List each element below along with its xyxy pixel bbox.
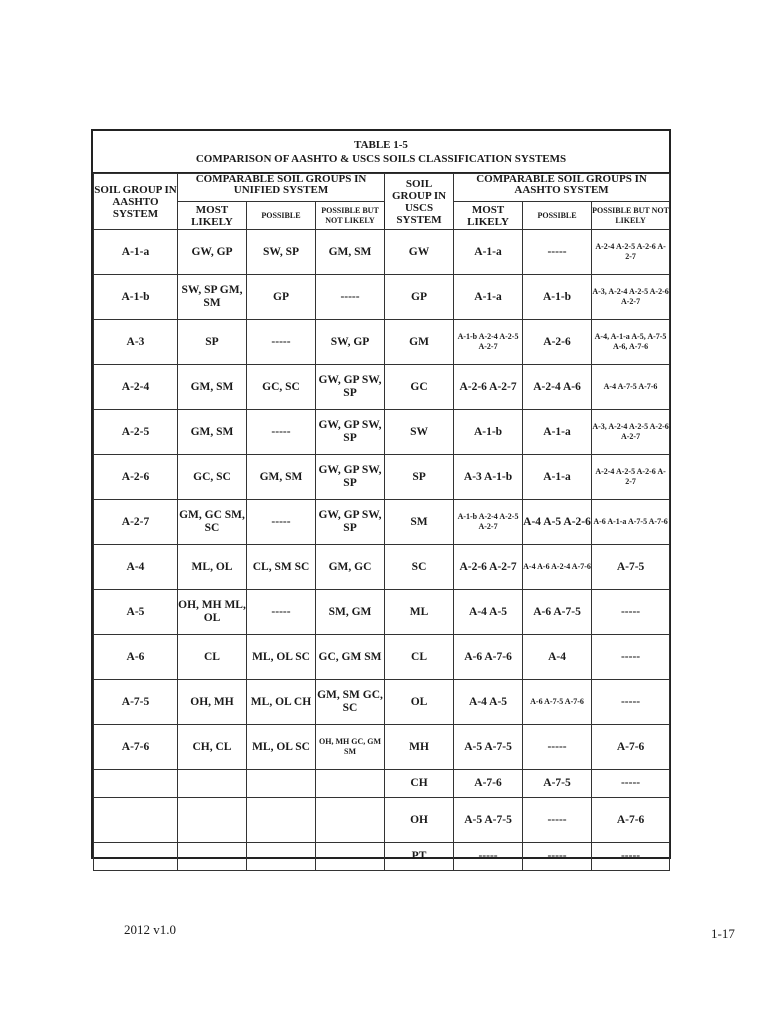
cell-aashto-possible-not-likely: A-7-6 (592, 725, 670, 770)
cell-aashto-possible: ----- (523, 725, 592, 770)
cell-aashto-most-likely: A-5 A-7-5 (454, 725, 523, 770)
cell-aashto-group (94, 798, 178, 843)
table-row (94, 590, 670, 635)
header-comparable-aashto: COMPARABLE SOIL GROUPS IN AASHTO SYSTEM (454, 174, 670, 202)
cell-unified-possible: GC, SC (247, 365, 316, 410)
cell-unified-possible-not-likely: GW, GP SW, SP (316, 500, 385, 545)
cell-unified-possible: ----- (247, 410, 316, 455)
cell-aashto-group: A-5 (94, 590, 178, 635)
cell-unified-possible-not-likely: OH, MH GC, GM SM (316, 725, 385, 770)
cell-aashto-possible: A-1-b (523, 275, 592, 320)
cell-aashto-possible: A-4 A-6 A-2-4 A-7-6 (523, 545, 592, 590)
table-row (94, 725, 670, 770)
table-title: COMPARISON OF AASHTO & USCS SOILS CLASSIFICATION SYSTEMS (195, 153, 567, 165)
cell-unified-possible: GM, SM (247, 455, 316, 500)
header-aashto-group: SOIL GROUP IN AASHTO SYSTEM (94, 174, 178, 230)
cell-unified-possible-not-likely (316, 770, 385, 798)
cell-aashto-possible: ----- (523, 843, 592, 871)
cell-aashto-group: A-1-a (94, 230, 178, 275)
cell-unified-possible-not-likely: GM, SM (316, 230, 385, 275)
cell-unified-possible-not-likely: GM, SM GC, SC (316, 680, 385, 725)
cell-aashto-group: A-3 (94, 320, 178, 365)
table-row (94, 770, 670, 798)
cell-unified-possible: ----- (247, 320, 316, 365)
cell-aashto-possible: A-6 A-7-5 A-7-6 (523, 680, 592, 725)
cell-unified-possible: ----- (247, 500, 316, 545)
cell-uscs-group: SC (385, 545, 454, 590)
cell-aashto-group: A-7-5 (94, 680, 178, 725)
header-most-likely: MOST LIKELY (178, 202, 247, 230)
cell-unified-most-likely (178, 770, 247, 798)
cell-aashto-possible: A-1-a (523, 455, 592, 500)
cell-uscs-group: SM (385, 500, 454, 545)
cell-unified-possible (247, 770, 316, 798)
table-row (94, 680, 670, 725)
cell-unified-possible-not-likely (316, 798, 385, 843)
cell-uscs-group: SP (385, 455, 454, 500)
cell-aashto-possible-not-likely: A-2-4 A-2-5 A-2-6 A-2-7 (592, 230, 670, 275)
cell-unified-most-likely (178, 843, 247, 871)
cell-uscs-group: ML (385, 590, 454, 635)
table-row (94, 545, 670, 590)
cell-uscs-group: CL (385, 635, 454, 680)
header-uscs-group: SOIL GROUP IN USCS SYSTEM (385, 174, 454, 230)
header-comparable-unified: COMPARABLE SOIL GROUPS IN UNIFIED SYSTEM (178, 174, 385, 202)
cell-aashto-possible-not-likely: A-2-4 A-2-5 A-2-6 A-2-7 (592, 455, 670, 500)
cell-unified-most-likely: OH, MH (178, 680, 247, 725)
cell-unified-possible: ----- (247, 590, 316, 635)
cell-unified-possible-not-likely: GM, GC (316, 545, 385, 590)
footer-page-number: 1-17 (711, 926, 735, 941)
cell-unified-possible: ML, OL SC (247, 725, 316, 770)
cell-aashto-possible-not-likely: A-4 A-7-5 A-7-6 (592, 365, 670, 410)
cell-aashto-possible-not-likely: A-6 A-1-a A-7-5 A-7-6 (592, 500, 670, 545)
cell-aashto-most-likely: ----- (454, 843, 523, 871)
cell-unified-most-likely: GC, SC (178, 455, 247, 500)
cell-unified-most-likely (178, 798, 247, 843)
cell-uscs-group: GC (385, 365, 454, 410)
cell-aashto-possible-not-likely: ----- (592, 680, 670, 725)
header-possible-r: POSSIBLE (523, 202, 592, 230)
cell-aashto-most-likely: A-2-6 A-2-7 (454, 545, 523, 590)
cell-unified-possible: GP (247, 275, 316, 320)
cell-aashto-possible-not-likely: A-3, A-2-4 A-2-5 A-2-6 A-2-7 (592, 410, 670, 455)
cell-aashto-possible: ----- (523, 230, 592, 275)
cell-aashto-possible: ----- (523, 798, 592, 843)
table-row (94, 798, 670, 843)
cell-unified-possible: ML, OL CH (247, 680, 316, 725)
cell-aashto-most-likely: A-1-b A-2-4 A-2-5 A-2-7 (454, 500, 523, 545)
cell-aashto-possible-not-likely: ----- (592, 843, 670, 871)
table-row (94, 275, 670, 320)
cell-aashto-group (94, 770, 178, 798)
cell-aashto-group (94, 843, 178, 871)
cell-aashto-group: A-2-6 (94, 455, 178, 500)
classification-table (93, 173, 670, 871)
header-possible: POSSIBLE (247, 202, 316, 230)
cell-unified-possible: ML, OL SC (247, 635, 316, 680)
cell-aashto-possible: A-4 A-5 A-2-6 (523, 500, 592, 545)
table-title-block (93, 131, 669, 173)
footer-version: 2012 v1.0 (124, 922, 176, 937)
header-row-top (94, 174, 670, 202)
cell-uscs-group: CH (385, 770, 454, 798)
cell-aashto-possible-not-likely: ----- (592, 770, 670, 798)
cell-unified-most-likely: GM, GC SM, SC (178, 500, 247, 545)
table-row (94, 455, 670, 500)
cell-aashto-most-likely: A-2-6 A-2-7 (454, 365, 523, 410)
table-row (94, 230, 670, 275)
cell-uscs-group: GP (385, 275, 454, 320)
cell-unified-possible-not-likely: GW, GP SW, SP (316, 410, 385, 455)
cell-aashto-possible: A-1-a (523, 410, 592, 455)
table-row (94, 320, 670, 365)
cell-aashto-most-likely: A-7-6 (454, 770, 523, 798)
cell-unified-possible: SW, SP (247, 230, 316, 275)
cell-uscs-group: GW (385, 230, 454, 275)
cell-uscs-group: OL (385, 680, 454, 725)
cell-unified-possible: CL, SM SC (247, 545, 316, 590)
header-possible-not-likely-r: POSSIBLE BUT NOT LIKELY (592, 202, 670, 230)
cell-aashto-most-likely: A-1-a (454, 275, 523, 320)
cell-unified-most-likely: SW, SP GM, SM (178, 275, 247, 320)
cell-aashto-most-likely: A-4 A-5 (454, 590, 523, 635)
cell-unified-possible-not-likely: GW, GP SW, SP (316, 365, 385, 410)
cell-aashto-most-likely: A-1-b A-2-4 A-2-5 A-2-7 (454, 320, 523, 365)
cell-aashto-possible: A-2-4 A-6 (523, 365, 592, 410)
cell-aashto-most-likely: A-3 A-1-b (454, 455, 523, 500)
header-possible-not-likely: POSSIBLE BUT NOT LIKELY (316, 202, 385, 230)
table-row (94, 500, 670, 545)
cell-uscs-group: SW (385, 410, 454, 455)
cell-unified-most-likely: CH, CL (178, 725, 247, 770)
cell-uscs-group: GM (385, 320, 454, 365)
cell-aashto-group: A-7-6 (94, 725, 178, 770)
cell-unified-possible-not-likely: ----- (316, 275, 385, 320)
cell-uscs-group: OH (385, 798, 454, 843)
cell-aashto-group: A-2-4 (94, 365, 178, 410)
table-row (94, 410, 670, 455)
cell-unified-most-likely: OH, MH ML, OL (178, 590, 247, 635)
cell-aashto-possible: A-7-5 (523, 770, 592, 798)
header-most-likely-r: MOST LIKELY (454, 202, 523, 230)
cell-uscs-group: MH (385, 725, 454, 770)
cell-unified-most-likely: ML, OL (178, 545, 247, 590)
cell-aashto-most-likely: A-4 A-5 (454, 680, 523, 725)
cell-unified-possible-not-likely: SW, GP (316, 320, 385, 365)
cell-aashto-most-likely: A-1-b (454, 410, 523, 455)
cell-aashto-possible-not-likely: A-3, A-2-4 A-2-5 A-2-6 A-2-7 (592, 275, 670, 320)
cell-unified-possible (247, 798, 316, 843)
cell-unified-possible-not-likely (316, 843, 385, 871)
cell-unified-most-likely: CL (178, 635, 247, 680)
cell-unified-possible-not-likely: GW, GP SW, SP (316, 455, 385, 500)
header-row-sub (94, 202, 670, 230)
comparison-table (91, 129, 671, 862)
cell-unified-possible-not-likely: SM, GM (316, 590, 385, 635)
cell-aashto-possible: A-4 (523, 635, 592, 680)
table-row (94, 635, 670, 680)
cell-aashto-most-likely: A-1-a (454, 230, 523, 275)
cell-aashto-group: A-6 (94, 635, 178, 680)
cell-aashto-most-likely: A-5 A-7-5 (454, 798, 523, 843)
cell-unified-possible (247, 843, 316, 871)
table-row (94, 843, 670, 871)
cell-aashto-group: A-4 (94, 545, 178, 590)
cell-aashto-possible-not-likely: A-4, A-1-a A-5, A-7-5 A-6, A-7-6 (592, 320, 670, 365)
cell-aashto-group: A-2-5 (94, 410, 178, 455)
cell-aashto-possible-not-likely: ----- (592, 590, 670, 635)
cell-unified-most-likely: SP (178, 320, 247, 365)
cell-aashto-possible-not-likely: A-7-6 (592, 798, 670, 843)
cell-uscs-group: PT (385, 843, 454, 871)
cell-aashto-most-likely: A-6 A-7-6 (454, 635, 523, 680)
cell-unified-possible-not-likely: GC, GM SM (316, 635, 385, 680)
cell-aashto-possible-not-likely: ----- (592, 635, 670, 680)
cell-unified-most-likely: GM, SM (178, 365, 247, 410)
table-row (94, 365, 670, 410)
cell-unified-most-likely: GM, SM (178, 410, 247, 455)
cell-aashto-group: A-1-b (94, 275, 178, 320)
cell-aashto-possible: A-6 A-7-5 (523, 590, 592, 635)
cell-aashto-group: A-2-7 (94, 500, 178, 545)
cell-unified-most-likely: GW, GP (178, 230, 247, 275)
table-number: TABLE 1-5 (354, 139, 408, 151)
cell-aashto-possible-not-likely: A-7-5 (592, 545, 670, 590)
cell-aashto-possible: A-2-6 (523, 320, 592, 365)
